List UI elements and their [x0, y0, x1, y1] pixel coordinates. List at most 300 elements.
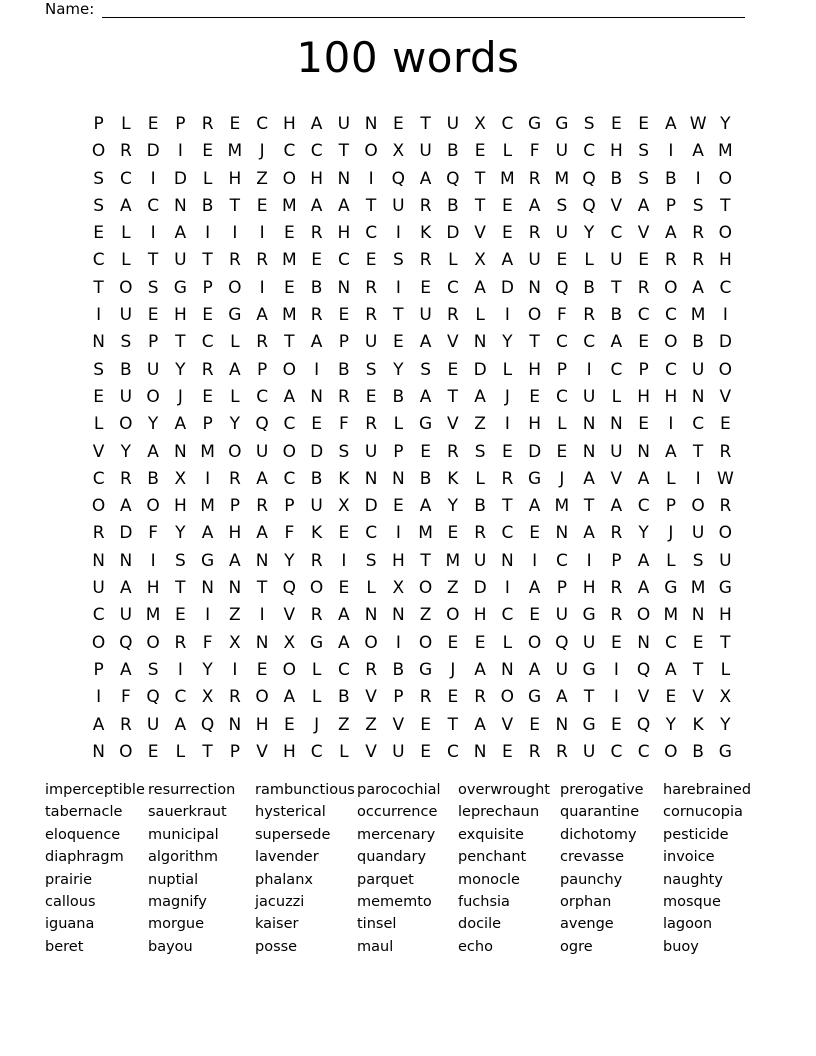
grid-letter: N	[555, 714, 569, 735]
grid-letter: U	[119, 305, 133, 326]
grid-letter: A	[338, 195, 350, 216]
grid-letter: G	[718, 741, 732, 762]
grid-letter: O	[228, 441, 242, 462]
grid-letter: I	[586, 359, 592, 380]
grid-letter: R	[174, 632, 187, 653]
grid-letter: E	[638, 250, 649, 271]
word-list-item: bayou	[148, 938, 193, 955]
grid-letter: C	[147, 195, 160, 216]
word-list-item: monocle	[458, 871, 520, 888]
grid-letter: S	[174, 550, 186, 571]
grid-letter: N	[691, 386, 705, 407]
grid-letter: C	[446, 277, 459, 298]
grid-letter: E	[420, 741, 431, 762]
grid-letter: E	[229, 114, 241, 134]
word-list-column-7	[663, 779, 783, 958]
grid-letter: I	[395, 223, 401, 244]
grid-letter: R	[419, 250, 432, 271]
grid-letter: U	[691, 359, 705, 380]
grid-letter: A	[501, 250, 514, 271]
grid-letter: E	[447, 359, 459, 380]
grid-letter: O	[309, 578, 324, 599]
grid-letter: R	[692, 250, 705, 271]
grid-letter: G	[528, 468, 542, 489]
grid-letter: T	[447, 386, 459, 407]
grid-letter: R	[256, 332, 269, 353]
grid-letter: I	[96, 305, 102, 326]
grid-letter: U	[555, 605, 569, 626]
grid-letter: V	[637, 223, 650, 244]
grid-letter: S	[392, 250, 404, 271]
grid-letter: S	[638, 168, 650, 189]
grid-letter: M	[663, 605, 679, 626]
grid-letter: C	[256, 114, 269, 134]
grid-letter: C	[283, 414, 296, 435]
grid-letter: L	[666, 468, 676, 489]
grid-letter: N	[228, 714, 242, 735]
grid-letter: J	[668, 523, 674, 544]
grid-letter: P	[256, 359, 268, 380]
grid-letter: B	[610, 305, 623, 326]
grid-letter: V	[474, 223, 486, 244]
grid-letter: G	[528, 687, 542, 708]
grid-letter: I	[395, 632, 401, 653]
grid-letter: C	[201, 332, 214, 353]
grid-letter: A	[147, 441, 159, 462]
grid-letter: V	[637, 687, 650, 708]
grid-letter: S	[692, 550, 704, 571]
word-list-item: eloquence	[45, 826, 121, 843]
grid-letter: I	[722, 305, 728, 326]
grid-letter: O	[718, 523, 733, 544]
grid-letter: C	[610, 223, 623, 244]
grid-letter: C	[446, 741, 459, 762]
grid-letter: F	[338, 414, 349, 435]
grid-letter: D	[473, 578, 487, 599]
grid-letter: P	[147, 332, 159, 353]
grid-letter: I	[668, 141, 674, 162]
grid-letter: P	[202, 277, 213, 298]
grid-letter: Y	[229, 414, 241, 435]
grid-letter: H	[582, 578, 596, 599]
grid-row-12	[85, 411, 739, 438]
grid-letter: L	[93, 414, 104, 435]
grid-letter: I	[695, 468, 701, 489]
word-list-item: municipal	[148, 826, 219, 843]
grid-letter: K	[338, 468, 350, 489]
grid-letter: F	[284, 523, 295, 544]
grid-letter: E	[611, 114, 622, 134]
grid-letter: Q	[146, 687, 160, 708]
grid-letter: E	[202, 386, 213, 407]
grid-letter: I	[150, 223, 156, 244]
grid-letter: O	[446, 605, 460, 626]
grid-letter: I	[586, 550, 592, 571]
word-list-item: posse	[255, 938, 298, 955]
grid-letter: V	[610, 468, 623, 489]
grid-letter: M	[690, 305, 706, 326]
grid-letter: P	[284, 496, 295, 517]
grid-letter: P	[611, 550, 622, 571]
grid-letter: I	[532, 550, 538, 571]
grid-letter: Y	[202, 659, 213, 680]
word-list-item: kaiser	[255, 916, 299, 933]
grid-letter: N	[174, 441, 187, 462]
grid-letter: E	[420, 714, 431, 735]
grid-letter: X	[201, 687, 214, 708]
grid-letter: A	[174, 414, 187, 435]
grid-letter: V	[365, 687, 377, 708]
grid-letter: T	[365, 195, 377, 216]
grid-letter: X	[392, 141, 405, 162]
grid-row-16	[85, 520, 739, 547]
grid-letter: K	[447, 468, 459, 489]
grid-letter: R	[474, 687, 487, 708]
grid-letter: O	[119, 414, 133, 435]
word-list-item: fuchsia	[458, 894, 510, 911]
grid-letter: T	[393, 305, 404, 326]
grid-letter: O	[228, 277, 242, 298]
grid-row-1	[85, 111, 739, 138]
grid-letter: C	[583, 141, 596, 162]
grid-letter: T	[447, 714, 459, 735]
word-list-column-1	[45, 779, 148, 958]
word-list-item: parocochial	[357, 782, 441, 798]
grid-letter: L	[666, 550, 676, 571]
grid-letter: G	[718, 578, 732, 599]
grid-letter: L	[202, 168, 213, 189]
word-list-item: occurrence	[357, 804, 438, 821]
grid-letter: L	[502, 632, 513, 653]
grid-letter: O	[119, 741, 133, 762]
word-list-item: mememto	[357, 894, 432, 911]
grid-row-5	[85, 220, 739, 247]
grid-letter: P	[393, 687, 404, 708]
grid-letter: X	[392, 578, 405, 599]
grid-letter: L	[121, 114, 131, 134]
grid-letter: I	[504, 578, 510, 599]
grid-letter: X	[719, 687, 732, 708]
name-blank-line[interactable]	[102, 1, 745, 18]
grid-letter: C	[555, 332, 568, 353]
grid-letter: A	[583, 468, 595, 489]
grid-letter: E	[393, 496, 404, 517]
grid-letter: E	[502, 741, 513, 762]
grid-letter: N	[364, 114, 378, 134]
word-list-item: lavender	[255, 849, 319, 866]
word-list-item: echo	[458, 938, 493, 955]
grid-row-2	[85, 138, 739, 165]
grid-letter: A	[120, 659, 132, 680]
grid-letter: R	[310, 605, 323, 626]
grid-letter: Z	[256, 168, 268, 189]
word-list-item: diaphragm	[45, 849, 124, 866]
grid-letter: R	[719, 441, 732, 462]
grid-letter: T	[147, 250, 159, 271]
grid-letter: B	[692, 741, 704, 762]
grid-letter: A	[610, 332, 623, 353]
grid-letter: X	[338, 496, 350, 517]
grid-row-19	[85, 602, 739, 629]
grid-letter: X	[229, 632, 241, 653]
grid-letter: I	[613, 687, 619, 708]
grid-letter: A	[92, 714, 105, 735]
grid-letter: T	[93, 277, 104, 298]
grid-letter: E	[202, 305, 213, 326]
grid-letter: O	[664, 277, 678, 298]
grid-letter: M	[282, 305, 297, 326]
name-row	[45, 0, 745, 18]
grid-letter: E	[556, 250, 568, 271]
grid-letter: I	[613, 659, 619, 680]
grid-letter: C	[692, 414, 705, 435]
grid-letter: I	[395, 523, 401, 544]
grid-letter: C	[337, 659, 350, 680]
word-list-item: algorithm	[148, 849, 218, 866]
grid-letter: C	[637, 496, 650, 517]
word-list-item: orphan	[560, 894, 612, 911]
grid-letter: B	[610, 168, 623, 189]
grid-letter: B	[310, 468, 323, 489]
grid-letter: U	[582, 386, 596, 407]
grid-letter: I	[232, 659, 238, 680]
grid-letter: C	[501, 523, 514, 544]
grid-letter: H	[637, 386, 651, 407]
grid-letter: L	[121, 250, 131, 271]
grid-letter: U	[610, 250, 623, 271]
grid-letter: P	[556, 359, 567, 380]
grid-letter: C	[610, 359, 623, 380]
grid-row-6	[85, 247, 739, 274]
grid-letter: G	[419, 414, 433, 435]
grid-letter: Y	[720, 714, 731, 735]
grid-letter: R	[419, 195, 432, 216]
grid-letter: Y	[447, 496, 459, 517]
grid-letter: H	[528, 414, 542, 435]
grid-letter: N	[582, 441, 596, 462]
grid-letter: A	[419, 168, 432, 189]
grid-letter: S	[420, 359, 432, 380]
grid-letter: E	[447, 523, 459, 544]
grid-letter: E	[311, 414, 322, 435]
grid-letter: B	[692, 332, 704, 353]
grid-letter: Z	[338, 714, 350, 735]
grid-letter: Y	[175, 523, 186, 544]
grid-letter: R	[610, 605, 623, 626]
grid-letter: U	[255, 441, 269, 462]
grid-letter: A	[474, 277, 486, 298]
grid-letter: Y	[393, 359, 404, 380]
grid-letter: E	[529, 605, 540, 626]
grid-letter: I	[205, 223, 211, 244]
grid-letter: E	[502, 195, 513, 216]
grid-letter: L	[311, 659, 322, 680]
grid-letter: R	[446, 441, 459, 462]
grid-letter: R	[610, 578, 623, 599]
grid-row-23	[85, 712, 739, 739]
grid-letter: C	[664, 305, 677, 326]
grid-letter: A	[256, 523, 268, 544]
grid-letter: L	[475, 305, 485, 326]
grid-letter: I	[368, 168, 374, 189]
grid-letter: A	[528, 496, 541, 517]
grid-letter: H	[391, 550, 405, 571]
grid-letter: R	[365, 414, 378, 435]
grid-letter: O	[282, 359, 297, 380]
word-list-item: leprechaun	[458, 804, 540, 821]
grid-letter: R	[419, 687, 432, 708]
grid-letter: T	[474, 168, 486, 189]
word-list-column-4	[357, 779, 458, 958]
grid-letter: O	[146, 496, 160, 517]
grid-letter: E	[147, 741, 159, 762]
grid-letter: X	[474, 250, 486, 271]
grid-letter: R	[92, 523, 105, 544]
grid-letter: N	[364, 468, 378, 489]
grid-row-3	[85, 166, 739, 193]
grid-letter: N	[610, 414, 623, 435]
grid-letter: R	[692, 223, 705, 244]
grid-letter: S	[120, 332, 132, 353]
grid-letter: O	[718, 168, 733, 189]
grid-letter: E	[256, 659, 268, 680]
word-list-item: dichotomy	[560, 826, 637, 843]
grid-letter: E	[256, 195, 268, 216]
grid-letter: N	[392, 468, 405, 489]
grid-letter: Y	[720, 114, 731, 134]
word-list-item: mosque	[663, 894, 721, 911]
grid-letter: L	[502, 141, 513, 162]
grid-letter: M	[282, 250, 297, 271]
grid-letter: C	[637, 741, 650, 762]
grid-letter: O	[364, 141, 378, 162]
word-list-item: docile	[458, 916, 502, 933]
grid-letter: R	[119, 714, 132, 735]
grid-letter: V	[365, 741, 377, 762]
grid-letter: T	[202, 741, 213, 762]
grid-letter: Z	[365, 714, 377, 735]
grid-letter: I	[695, 168, 701, 189]
grid-letter: O	[119, 277, 133, 298]
grid-letter: Q	[555, 632, 569, 653]
grid-letter: M	[500, 168, 515, 189]
grid-letter: M	[200, 441, 215, 462]
grid-letter: U	[528, 250, 541, 271]
grid-letter: D	[146, 141, 160, 162]
grid-letter: C	[555, 550, 568, 571]
grid-letter: J	[559, 468, 565, 489]
grid-letter: E	[93, 223, 104, 244]
grid-letter: U	[146, 714, 160, 735]
grid-letter: E	[93, 386, 104, 407]
grid-letter: C	[637, 305, 650, 326]
grid-letter: U	[174, 250, 187, 271]
grid-letter: M	[145, 605, 161, 626]
grid-letter: R	[528, 223, 541, 244]
grid-letter: G	[582, 605, 596, 626]
grid-letter: O	[500, 687, 515, 708]
word-list-item: cornucopia	[663, 804, 743, 821]
grid-letter: E	[393, 114, 404, 134]
grid-letter: I	[177, 141, 183, 162]
grid-letter: S	[365, 359, 377, 380]
grid-letter: C	[555, 386, 568, 407]
grid-letter: O	[282, 441, 297, 462]
grid-letter: H	[528, 359, 542, 380]
grid-letter: H	[282, 741, 296, 762]
grid-letter: B	[201, 195, 214, 216]
grid-letter: Q	[200, 714, 215, 735]
grid-letter: E	[338, 305, 350, 326]
grid-letter: I	[177, 659, 183, 680]
grid-letter: S	[474, 441, 486, 462]
grid-letter: R	[501, 468, 514, 489]
grid-letter: T	[175, 578, 186, 599]
word-list-item: parquet	[357, 871, 414, 888]
grid-letter: V	[447, 414, 459, 435]
grid-letter: I	[668, 414, 674, 435]
word-list-item: morgue	[148, 916, 205, 933]
grid-letter: L	[311, 687, 322, 708]
grid-letter: K	[692, 714, 704, 735]
grid-letter: C	[501, 114, 514, 134]
grid-letter: N	[473, 332, 487, 353]
grid-letter: Q	[391, 168, 406, 189]
word-list-item: iguana	[45, 916, 95, 933]
grid-letter: U	[582, 741, 596, 762]
grid-letter: A	[637, 550, 650, 571]
grid-row-14	[85, 466, 739, 493]
grid-letter: L	[366, 578, 376, 599]
word-list-item: tinsel	[357, 916, 397, 933]
grid-letter: L	[502, 359, 513, 380]
grid-letter: J	[504, 386, 510, 407]
grid-letter: U	[310, 496, 323, 517]
grid-letter: R	[310, 223, 323, 244]
grid-letter: C	[664, 632, 677, 653]
grid-letter: P	[229, 741, 240, 762]
grid-letter: B	[392, 386, 405, 407]
grid-letter: V	[719, 386, 732, 407]
grid-letter: Y	[502, 332, 513, 353]
grid-letter: A	[610, 496, 623, 517]
grid-letter: E	[447, 632, 459, 653]
grid-letter: O	[418, 632, 433, 653]
grid-letter: R	[583, 305, 596, 326]
grid-letter: A	[474, 714, 486, 735]
grid-letter: C	[310, 141, 323, 162]
grid-letter: E	[474, 141, 486, 162]
grid-row-9	[85, 329, 739, 356]
grid-letter: G	[582, 659, 596, 680]
grid-letter: Q	[446, 168, 460, 189]
grid-letter: H	[310, 168, 324, 189]
grid-letter: E	[338, 523, 350, 544]
grid-letter: A	[637, 468, 650, 489]
grid-letter: M	[718, 141, 733, 162]
grid-letter: U	[691, 523, 705, 544]
grid-row-7	[85, 275, 739, 302]
grid-letter: V	[392, 714, 405, 735]
grid-letter: V	[92, 441, 105, 462]
grid-letter: N	[473, 741, 487, 762]
name-label: Name:	[45, 0, 95, 18]
grid-letter: C	[174, 687, 187, 708]
grid-letter: S	[338, 441, 350, 462]
grid-letter: O	[282, 659, 297, 680]
grid-letter: R	[337, 386, 350, 407]
grid-letter: J	[450, 659, 456, 680]
